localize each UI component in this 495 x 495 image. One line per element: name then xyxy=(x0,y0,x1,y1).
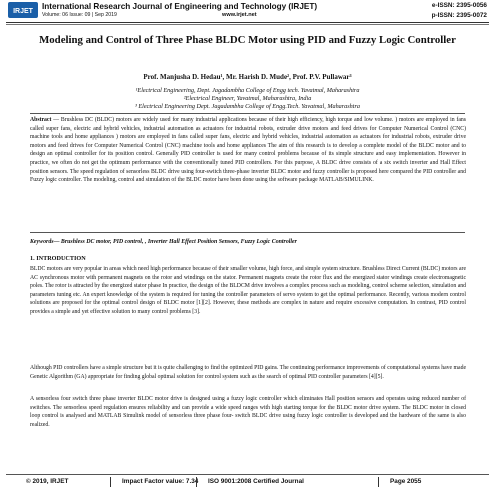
footer-iso: ISO 9001:2008 Certified Journal xyxy=(208,478,304,485)
footer-rule xyxy=(6,474,489,475)
header-rule-thin xyxy=(6,24,489,25)
footer-separator xyxy=(110,477,111,487)
paper-authors: Prof. Manjusha D. Hedau¹, Mr. Harish D. Mude², Prof. P.V. Pullawar³ xyxy=(143,73,352,81)
p-issn: p-ISSN: 2395-0072 xyxy=(431,12,487,19)
abstract-rule xyxy=(30,232,465,233)
footer-copyright: © 2019, IRJET xyxy=(26,478,69,485)
journal-name: International Research Journal of Engineering and Technology (IRJET) xyxy=(42,2,318,11)
abstract-text: — Brushless DC (BLDC) motors are widely used for many industrial applications because of their high efficiency, high torque and low volume. ) motors are employed in fans called super fans, electric and hybrid vehicles, industrial automation as actuators for industrial robots, extruder drive motors and feed drives for Computer Numerical Control (CNC) machine tools and home appliances ) motors are employed in fans called super fans, electric and hybrid vehicles, industrial automation as actuators for industrial robots, extruder drive motors and feed drives for Computer Numerical Control (CNC) machine tools and home appliances The aim of this research is to develop a complete model of the BLDC motor and to design an optimal controller for its position control. Generally PID controller is used for many control problems because of its simple structure and easy implementation. However in practice, we often do not get the optimum performance with the conventionally tuned PID controllers. For this purpose, A BLDC drive consists of a six switch inverter and Hall Effect position sensors. The speed regulation of sensorless BLDC drive using four-switch three-phase inverter BLDC motor and fuzzy controller is proposed here compared the PID controller and Fuzzy logic controller. The modeling, control and simulation of the BLDC motor have been done using the software package MATLAB/SIMULINK. xyxy=(30,117,466,184)
footer-separator xyxy=(378,477,379,487)
affiliation-3: ³ Electrical Engineering Dept. Jagadambha College of Engg.Tech. Yavatmal, Maharashtra xyxy=(135,103,360,110)
logo-text: IRJET xyxy=(13,8,33,15)
footer-impact-factor: Impact Factor value: 7.34 xyxy=(122,478,199,485)
irjet-logo xyxy=(8,2,38,18)
intro-paragraph-3: A sensorless four switch three phase inverter BLDC motor drive is designed using a fuzzy logic controller which eliminates Hall position sensors and operates using reduced number of switches. The sensorless speed regulation ensures reliability and can provide a wide speed ranges with high starting torque for the BLDC motor drive system. The BLDC motor in closed loop control is analysed and MATLAB Simulink model of sensorless three phase four- switch BLDC drive using fuzzy logic controller is developed and the hardware of the same is also realized. xyxy=(30,396,466,428)
volume-issue: Volume: 06 Issue: 09 | Sep 2019 xyxy=(42,12,117,18)
footer-page-number: Page 2055 xyxy=(390,478,422,485)
abstract xyxy=(30,116,466,185)
journal-header xyxy=(0,0,495,22)
header-rule xyxy=(6,22,489,23)
affiliation-1: ¹Electrical Engineering, Dept. Jagadambha College of Engg tech. Yavatmal, Maharashtra xyxy=(135,87,360,94)
footer-separator xyxy=(196,477,197,487)
keywords: Keywords— Brushless DC motor, PID control, , Inverter Hall Effect Position Sensors, Fuzzy Logic Controller xyxy=(30,239,297,245)
intro-paragraph-2: Although PID controllers have a simple structure but it is quite challenging to find the optimized PID gains. The continuing performance improvements of computational systems have made Genetic Algorithm (GA) appropriate for finding global optimal solution for control system such as the search of optimal PID controller parameters [4][5]. xyxy=(30,365,466,380)
section-heading: 1. INTRODUCTION xyxy=(30,255,86,262)
paper-title: Modeling and Control of Three Phase BLDC Motor using PID and Fuzzy Logic Controller xyxy=(39,34,456,46)
separator-rule xyxy=(30,113,465,114)
affiliation-2: ²Electrical Engineer, Yavatmal, Maharashtra, India xyxy=(183,95,312,102)
e-issn: e-ISSN: 2395-0056 xyxy=(431,2,487,9)
journal-website[interactable]: www.irjet.net xyxy=(222,12,257,18)
abstract-label: Abstract xyxy=(30,117,52,123)
intro-paragraph-1: BLDC motors are very popular in areas which need high performance because of their smaller volume, high force, and simple system structure. Brushless Direct Current (BLDC) motors are AC synchronous motor with permanent magnets on the rotor and windings on the stator. Permanent magnets create the rotor flux and the energized stator windings create electromagnetic poles. The rotor is attracted by the energized stator phase In practice, the design of the BLDCM drive involves a complex process such as modeling, control scheme selection, simulation and parameters tuning etc. An expert knowledge of the system is required for tuning the controller parameters of servo system to get the optimal performance. Recently, various modern control solutions are proposed for the optimal control design of BLDC motor [1][2]. However, these methods are complex in nature and require excessive computation. In contrast, PID control provides a simple and yet effective solution to many control problems [3]. xyxy=(30,266,466,315)
